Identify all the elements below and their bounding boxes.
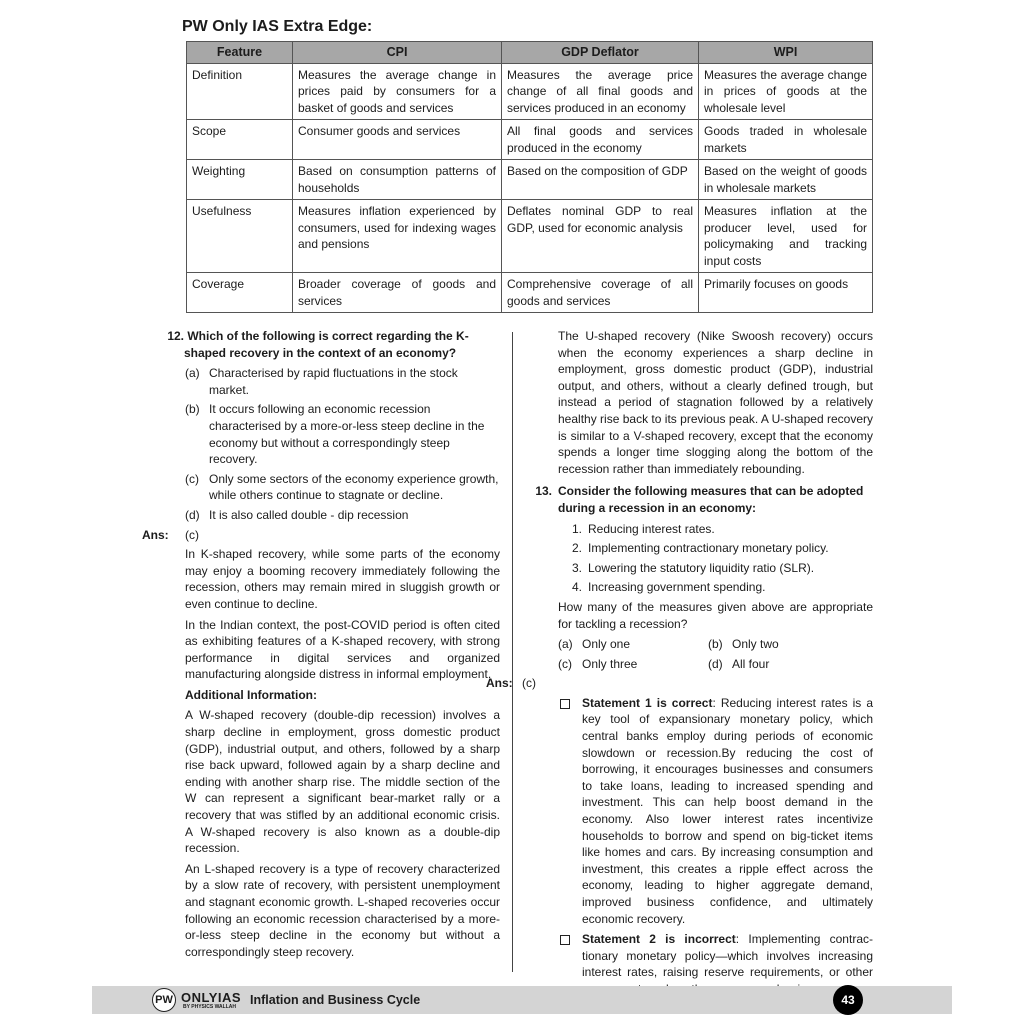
question-prompt: How many of the measures given above are appropriate for tackling a recession? (558, 599, 873, 631)
table-cell: All final goods and services produced in the economy (502, 120, 699, 160)
option-label: (d) (708, 656, 723, 671)
table-cell: Coverage (187, 273, 293, 313)
additional-info-heading: Additional Information: (185, 687, 317, 702)
table-cell: Consumer goods and services (293, 120, 502, 160)
table-row (187, 63, 873, 120)
table-cell: Goods traded in wholesale markets (699, 120, 873, 160)
list-text: Implementing contractionary monetary policy. (588, 541, 829, 556)
list-item (558, 579, 873, 596)
option-text: Only one (582, 637, 631, 652)
table-cell: Usefulness (187, 200, 293, 273)
answer-label: Ans: (486, 676, 513, 691)
table-cell: Scope (187, 120, 293, 160)
right-column (486, 328, 873, 1002)
statement-text (582, 695, 873, 927)
statement-body: : Reducing interest rates is a key tool of expansionary monetary policy, which central banks employ during periods of economic slowdown or recession.By reducing the cost of borrowing, it encourages businesses and consumers to take loans, leading to increased spending and investment. This can help boost demand in the economy. Also lower interest rates incentivize households to borrow and spend on big-ticket items like homes and cars. By increasing consumption and investment, this creates a ripple effect across the economy, leading to higher aggregate demand, improved business confidence, and ultimately economic recovery. (582, 695, 873, 926)
table-header: CPI (293, 42, 502, 64)
list-text: Reducing interest rates. (588, 521, 715, 536)
answer-line (486, 675, 873, 692)
option-text: Only two (732, 637, 779, 652)
table-row (187, 200, 873, 273)
table-cell: Measures inflation at the producer level, used for policymaking and tracking input costs (699, 200, 873, 273)
table-header: GDP Deflator (502, 42, 699, 64)
table-cell: Weighting (187, 160, 293, 200)
option-a (185, 365, 500, 398)
question-12 (142, 328, 500, 361)
explanation-paragraph: In the Indian context, the post-COVID period is often cited as exhibiting features of a K-shaped recovery, with strong performance in digital services and organized manufacturing alongside distress in informal employment. (185, 617, 500, 682)
table-cell: Based on the composition of GDP (502, 160, 699, 200)
answer-value: (c) (185, 527, 199, 542)
checkbox-bullet-icon (558, 695, 582, 927)
list-text: Lowering the statutory liquidity ratio (SLR). (588, 560, 815, 575)
table-cell: Measures the average change in prices of goods at the wholesale level (699, 63, 873, 120)
statement-heading: Statement 2 is incorrect (582, 932, 736, 947)
table-cell: Based on consumption patterns of households (293, 160, 502, 200)
list-number: 4. (571, 580, 582, 595)
option-label: (a) (185, 366, 200, 381)
statement-body: : Implementing contrac-tionary monetary policy—which involves increasing interest rates, raising reserve requirements, or other (582, 932, 873, 980)
option-label: (d) (185, 507, 200, 522)
table-cell: Deflates nominal GDP to real GDP, used for economic analysis (502, 200, 699, 273)
table-header: WPI (699, 42, 873, 64)
explanation-paragraph: An L-shaped recovery is a type of recovery characterized by a slow rate of recovery, with persistent unemployment and stagnant economic growth. L-shaped recoveries occur following an economic recession characterised by a more-or-less steep decline in the economy but without a correspondingly steep recovery. (185, 861, 500, 959)
section-heading: PW Only IAS Extra Edge: (182, 18, 373, 35)
question-stem: Which of the following is correct regarding the K-shaped recovery in the context of an economy? (184, 329, 469, 360)
list-number: 2. (571, 541, 582, 556)
option-a (558, 636, 708, 653)
table-row (187, 120, 873, 160)
list-item (558, 540, 873, 557)
explanation-paragraph: The U-shaped recovery (Nike Swoosh recovery) occurs when the economy experiences a sharp decline in employment, gross domestic product (GDP), industrial output, and others, without a clearly defined trough, but instead a period of stagnation followed by a relatively healthy rise back to its previous peak. A U-shaped recovery is similar to a V-shaped recovery, except that the economy spends a longer time slogging along the bottom of the recession rather than immediately rebounding. (558, 329, 873, 476)
answer-value: (c) (522, 676, 536, 691)
option-text: Only three (582, 656, 638, 671)
table-cell: Based on the weight of goods in wholesale markets (699, 160, 873, 200)
table-cell: Primarily focuses on goods (699, 273, 873, 313)
option-text: All four (732, 656, 770, 671)
option-text: It occurs following an economic recession characterised by a more-or-less steep decline in the economy but without a correspondingly steep recovery. (209, 402, 485, 467)
table-cell: Broader coverage of goods and services (293, 273, 502, 313)
option-label: (c) (558, 656, 572, 671)
brand-logo: ONLYIAS (181, 990, 242, 1005)
option-label: (b) (708, 637, 723, 652)
list-item (558, 560, 873, 577)
answer-line (142, 527, 500, 544)
table-cell: Definition (187, 63, 293, 120)
column-divider (512, 332, 513, 972)
brand-tagline: BY PHYSICS WALLAH (183, 1004, 236, 1010)
statement-heading: Statement 1 is correct (582, 695, 713, 710)
table-header: Feature (187, 42, 293, 64)
table-cell: Measures the average change in prices paid by consumers for a basket of goods and services (293, 63, 502, 120)
table-header-row (187, 42, 873, 64)
option-c (185, 471, 500, 504)
table-cell: Measures the average price change of all final goods and services produced in an economy (502, 63, 699, 120)
table-row (187, 160, 873, 200)
pw-logo-icon: PW (152, 988, 176, 1012)
list-number: 3. (571, 560, 582, 575)
option-b (185, 401, 500, 467)
answer-label: Ans: (142, 527, 169, 542)
question-text (184, 328, 500, 361)
comparison-table (186, 41, 873, 313)
option-text: Characterised by rapid fluctuations in the stock market. (209, 366, 458, 397)
explanation-paragraph: A W-shaped recovery (double-dip recession) involves a sharp decline in employment, gross domestic product (GDP), industrial output, and others, followed by a sharp rise back upward, followed again by a sharp decline and ending with another sharp rise. The middle section of the W can represent a significant bear-market rally or a recovery that was stifled by an additional economic crisis. A W-shaped recovery is also known as a double-dip recession. (185, 708, 500, 856)
left-column (142, 328, 500, 964)
chapter-title: Inflation and Business Cycle (250, 993, 421, 1007)
option-text: It is also called double - dip recession (209, 507, 409, 522)
option-label: (b) (185, 402, 200, 417)
options-row (558, 656, 873, 673)
question-13 (522, 483, 873, 516)
option-text: Only some sectors of the economy experience growth, while others continue to stagnate or decline. (209, 471, 499, 503)
option-b (708, 636, 858, 653)
list-item (558, 521, 873, 538)
options-row (558, 636, 873, 653)
table-cell: Measures inflation experienced by consumers, used for indexing wages and pensions (293, 200, 502, 273)
question-number: 12. (167, 329, 184, 343)
question-number: 13. (535, 484, 552, 499)
list-number: 1. (571, 521, 582, 536)
option-d (708, 656, 858, 673)
option-label: (a) (558, 637, 573, 652)
list-text: Increasing government spending. (588, 580, 766, 595)
table-cell: Comprehensive coverage of all goods and services (502, 273, 699, 313)
option-label: (c) (185, 471, 199, 486)
measures-list (558, 521, 873, 596)
question-stem: Consider the following measures that can be adopted during a recession in an economy: (558, 484, 864, 515)
option-c (558, 656, 708, 673)
table-row (187, 273, 873, 313)
statement-1 (558, 695, 873, 927)
page-number: 43 (833, 985, 863, 1015)
option-d (185, 507, 500, 524)
explanation-paragraph: In K-shaped recovery, while some parts of the economy may enjoy a booming recovery immediately following the recession, others may remain mired in sluggish growth or even continue to decline. (185, 547, 500, 611)
